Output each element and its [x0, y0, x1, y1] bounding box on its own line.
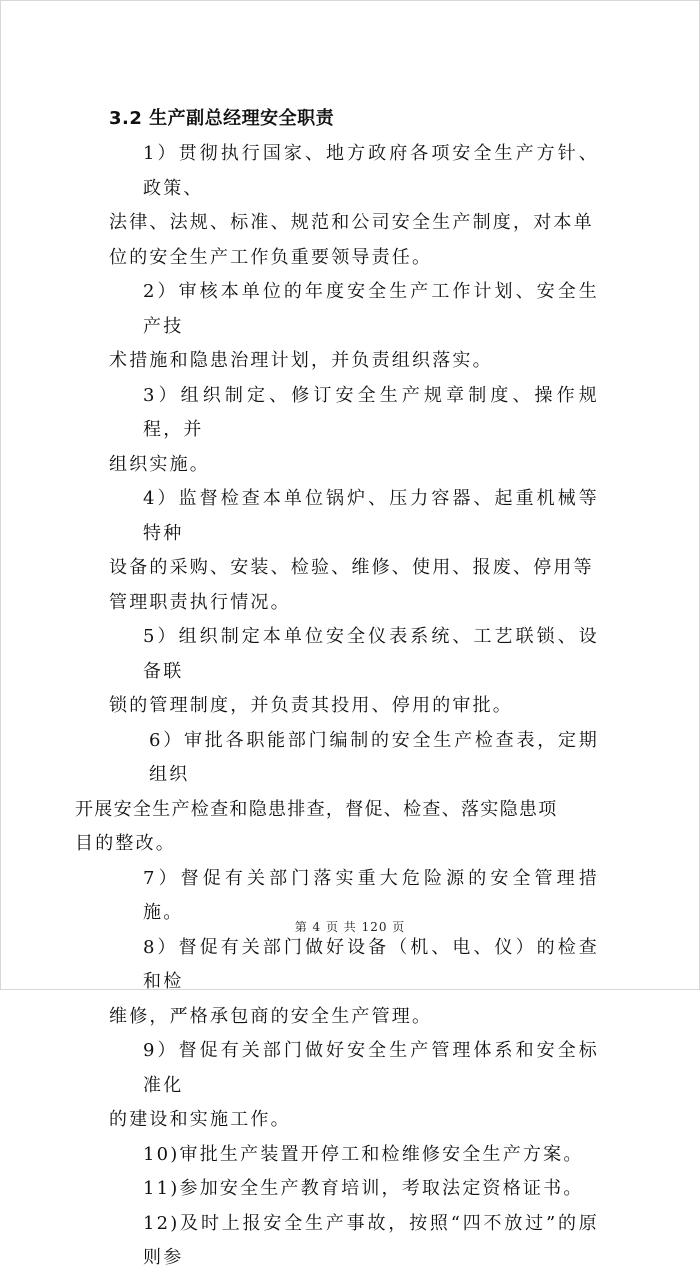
- item-5-line-1: 5）组织制定本单位安全仪表系统、工艺联锁、设备联: [143, 626, 599, 682]
- item-7-line-1: 7）督促有关部门落实重大危险源的安全管理措施。: [143, 867, 599, 923]
- item-9: [109, 1034, 599, 1138]
- page-content: [75, 101, 599, 1276]
- item-2: [109, 275, 599, 379]
- item-6-line-1: 6）审批各职能部门编制的安全生产检查表，定期组织: [149, 729, 599, 785]
- item-8-line-2: 维修，严格承包商的安全生产管理。: [109, 1005, 433, 1027]
- item-4: [109, 482, 599, 620]
- item-10-line-1: 10)审批生产装置开停工和检维修安全生产方案。: [143, 1143, 584, 1165]
- page-number-footer: 第 4 页 共 120 页: [294, 920, 406, 934]
- item-5-line-2: 锁的管理制度，并负责其投用、停用的审批。: [109, 695, 513, 716]
- item-8: [109, 931, 599, 1035]
- item-6: [75, 724, 599, 862]
- item-10: [109, 1138, 599, 1173]
- item-4-line-2: 设备的采购、安装、检验、维修、使用、报废、停用等: [109, 557, 594, 578]
- section-heading: 3.2 生产副总经理安全职责: [109, 108, 335, 129]
- item-11-line-1: 11)参加安全生产教育培训，考取法定资格证书。: [143, 1178, 584, 1199]
- item-4-line-3: 管理职责执行情况。: [109, 591, 291, 613]
- item-9-line-1: 9）督促有关部门做好安全生产管理体系和安全标准化: [143, 1040, 599, 1096]
- item-9-line-2: 的建设和实施工作。: [109, 1109, 291, 1130]
- item-3-line-2: 组织实施。: [109, 453, 210, 475]
- item-1-line-1: 1）贯彻执行国家、地方政府各项安全生产方针、政策、: [143, 143, 599, 199]
- item-12-line-1: 12)及时上报安全生产事故，按照“四不放过”的原则参: [143, 1212, 599, 1268]
- item-12: [109, 1207, 599, 1276]
- item-3-line-1: 3）组织制定、修订安全生产规章制度、操作规程，并: [143, 384, 599, 440]
- item-5: [109, 620, 599, 724]
- item-1-line-3: 位的安全生产工作负重要领导责任。: [109, 246, 433, 268]
- item-6-line-3: 目的整改。: [75, 833, 176, 854]
- item-2-line-1: 2）审核本单位的年度安全生产工作计划、安全生产技: [143, 281, 599, 337]
- item-2-line-2: 术措施和隐患治理计划，并负责组织落实。: [109, 350, 493, 371]
- item-3: [109, 379, 599, 483]
- item-11: [109, 1172, 599, 1207]
- item-6-line-2: 开展安全生产检查和隐患排查，督促、检查、落实隐患项: [75, 798, 558, 820]
- item-8-line-1: 8）督促有关部门做好设备（机、电、仪）的检查和检: [143, 936, 599, 992]
- item-4-line-1: 4）监督检查本单位锅炉、压力容器、起重机械等特种: [143, 488, 599, 544]
- item-1: [109, 137, 599, 275]
- item-1-line-2: 法律、法规、标准、规范和公司安全生产制度，对本单: [109, 212, 594, 233]
